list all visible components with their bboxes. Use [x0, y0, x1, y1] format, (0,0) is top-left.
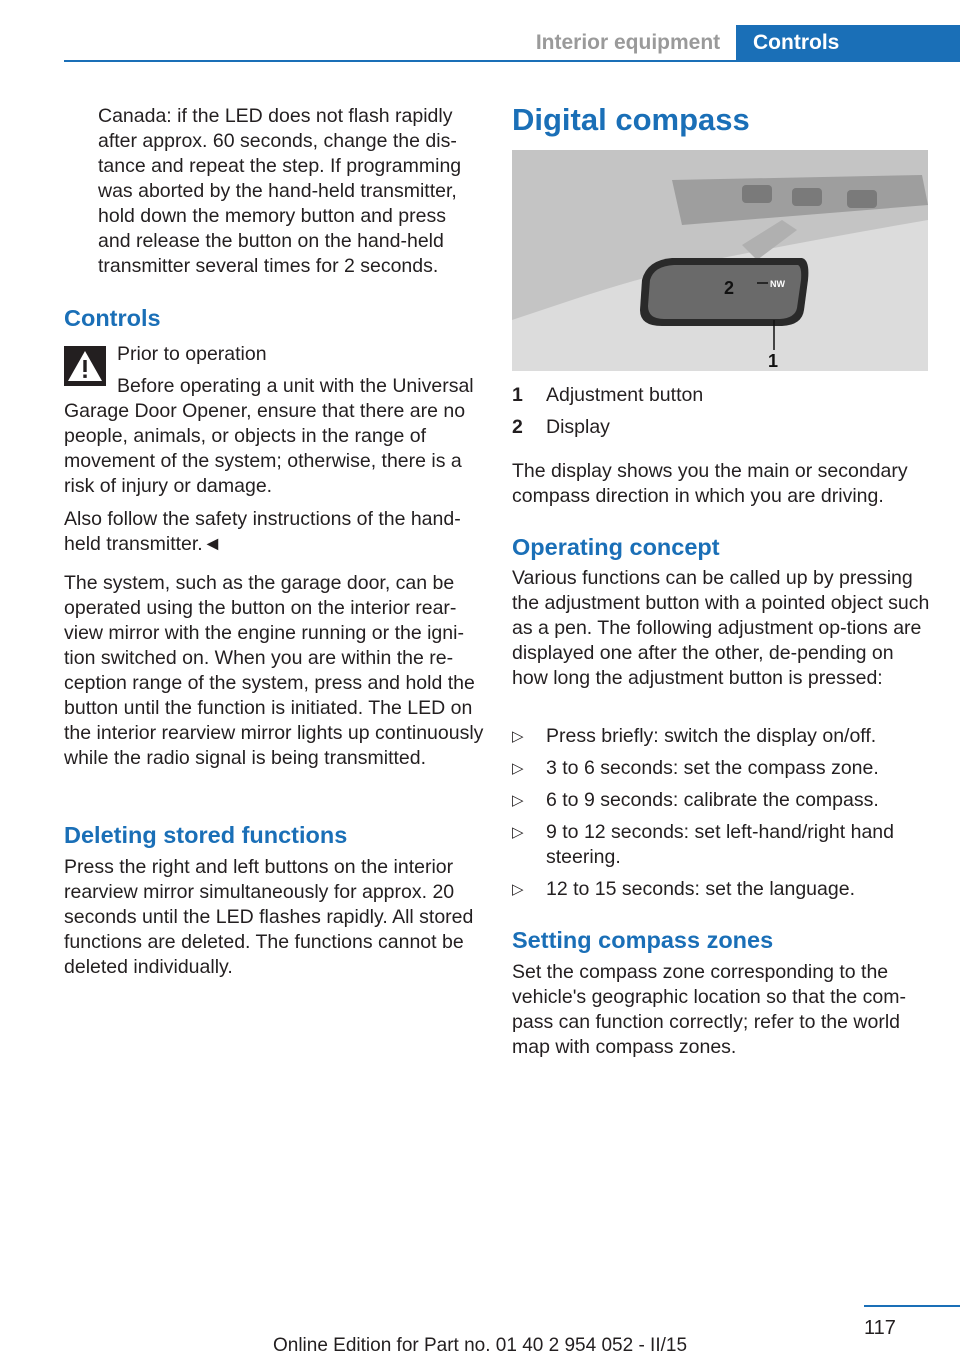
bullet-item: 3 to 6 seconds: set the compass zone. — [546, 757, 879, 779]
section-title: Digital compass — [512, 102, 750, 137]
compass-zones-heading: Setting compass zones — [512, 927, 774, 953]
bullet-item: 12 to 15 seconds: set the language. — [546, 878, 855, 900]
legend-text: Adjustment button — [546, 384, 704, 406]
mirror-figure — [512, 150, 928, 371]
page-number: 117 — [864, 1317, 896, 1339]
compass-zones-body: Set the compass zone corresponding to the vehicle's geographic location so that the com-pass can function correctly; refer to the world map with compass zones. — [512, 961, 906, 1058]
figure-label-1: 1 — [768, 351, 779, 371]
display-description: The display shows you the main or secondary compass direction in which you are driving. — [512, 460, 908, 507]
header-chapter-tab: Controls — [736, 25, 960, 62]
warning-title: Prior to operation — [117, 343, 267, 365]
figure-label-2: 2 — [724, 278, 735, 298]
bullet-marker: ▷ — [512, 881, 524, 898]
controls-heading: Controls — [64, 305, 161, 331]
footer-edition: Online Edition for Part no. 01 40 2 954 052 - II/15 — [272, 1335, 688, 1356]
deleting-heading: Deleting stored functions — [64, 822, 348, 848]
footer-rule — [864, 1305, 960, 1307]
header-rule — [64, 60, 960, 62]
bullet-marker: ▷ — [512, 824, 524, 841]
bullet-item: 9 to 12 seconds: set left-hand/right hand steering. — [546, 821, 894, 868]
bullet-marker: ▷ — [512, 728, 524, 745]
bullet-marker: ▷ — [512, 792, 524, 809]
legend-number: 1 — [512, 384, 523, 406]
operating-concept-heading: Operating concept — [512, 534, 720, 560]
warning-text: Before operating a unit with the Universal Garage Door Opener, ensure that there are no people, animals, or objects in the range of movement of the system; otherwise, there is a risk of injury or damage. — [64, 375, 474, 497]
bullet-marker: ▷ — [512, 760, 524, 777]
operating-concept-body: Various functions can be called up by pressing the adjustment button with a pointed object such as a pen. The following adjustment op-tions are displayed one after the other, de-pending on how long the adjustment button is pressed: — [512, 567, 930, 689]
warning-follow-text: Also follow the safety instructions of the hand-held transmitter.◄ — [64, 508, 461, 555]
deleting-body: Press the right and left buttons on the interior rearview mirror simultaneously for approx. 20 seconds until the LED flashes rapidly. All stored functions are deleted. The functions cannot be deleted individually. — [64, 856, 474, 978]
bullet-item: 6 to 9 seconds: calibrate the compass. — [546, 789, 879, 811]
figure-display-text: NW — [770, 279, 785, 289]
controls-body: The system, such as the garage door, can be operated using the button on the interior rear-view mirror with the engine running or the igni-tion switched on. When you are within the re-ception range of the system, press and hold the button until the function is initiated. The LED on the interior rearview mirror lights up continuously while the radio signal is being transmitted. — [64, 572, 484, 769]
legend-number: 2 — [512, 416, 523, 438]
intro-paragraph: Canada: if the LED does not flash rapidly after approx. 60 seconds, change the dis-tance and repeat the step. If programming was aborted by the hand-held transmitter, hold down the memory button and press and release the button on the hand-held transmitter several times for 2 seconds. — [98, 105, 462, 277]
header-section-label: Interior equipment — [535, 31, 721, 54]
bullet-item: Press briefly: switch the display on/off. — [546, 725, 877, 747]
legend-text: Display — [546, 416, 610, 438]
